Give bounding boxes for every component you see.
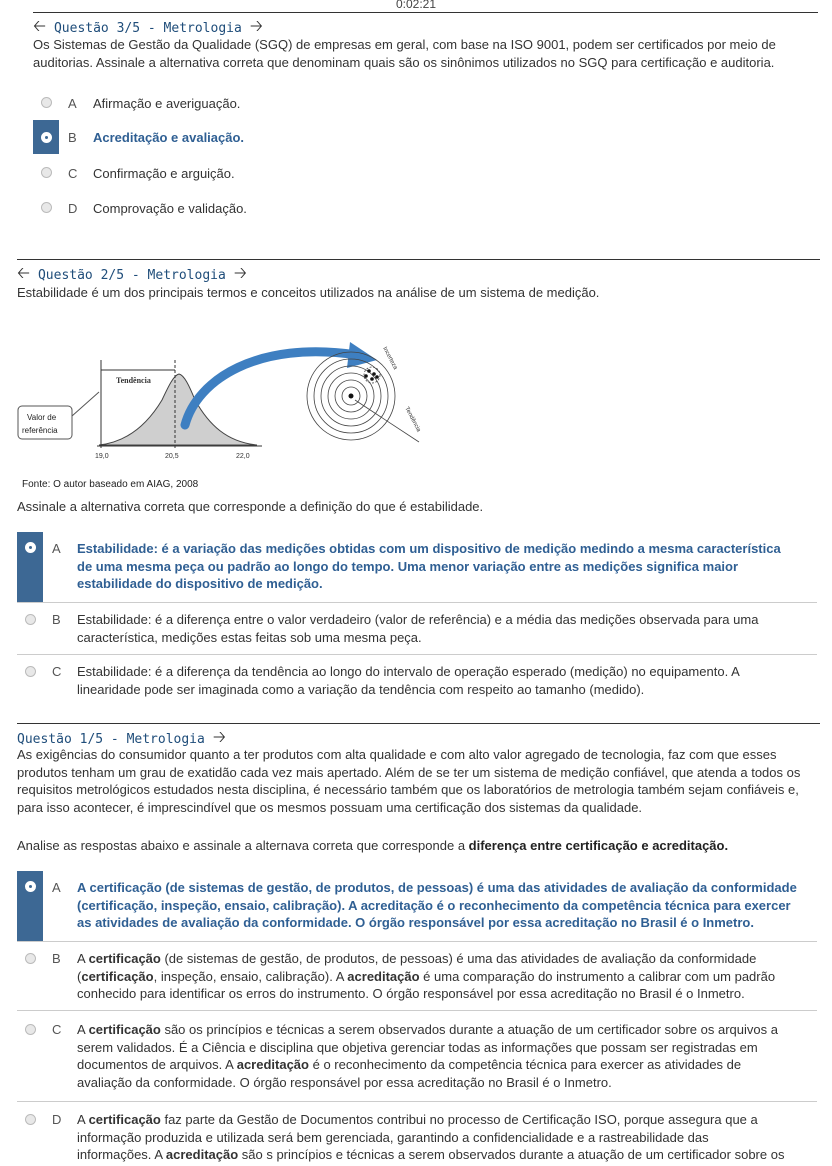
- radio-selected-icon[interactable]: [25, 542, 36, 553]
- q1-divider: [17, 723, 820, 724]
- option-text: [77, 950, 817, 1003]
- arrow-right-icon[interactable]: 🡢: [249, 16, 263, 35]
- q2-divider: [17, 259, 820, 260]
- q1-option-b[interactable]: [17, 950, 817, 1006]
- q3-title: Questão 3/5 - Metrologia: [53, 21, 242, 36]
- ask-emphasis: diferença entre certificação e acreditação.: [468, 838, 729, 853]
- radio-selected-icon[interactable]: [25, 881, 36, 892]
- q3-option-d[interactable]: [33, 199, 813, 219]
- kw: acreditação: [236, 1057, 309, 1072]
- radio-icon[interactable]: [25, 666, 36, 677]
- option-text: [77, 879, 817, 932]
- option-letter: D: [68, 201, 78, 216]
- q2-ask: Assinale a alternativa correta que corresponde a definição do que é estabilidade.: [17, 499, 484, 514]
- fig-tick-1: 19,0: [95, 453, 109, 460]
- radio-icon[interactable]: [25, 1024, 36, 1035]
- ref-pointer: [72, 392, 99, 416]
- kw: certificação: [81, 968, 154, 984]
- q2-option-c[interactable]: [17, 663, 817, 703]
- arrow-left-icon[interactable]: 🡠: [17, 263, 30, 282]
- option-line: conhecido para identificar os erros do instrumento. O órgão responsável por essa acreditação no Brasil é o Inmetro.: [77, 986, 745, 1001]
- option-text: [77, 1021, 817, 1091]
- arrow-head-icon: [347, 342, 377, 368]
- t: , inspeção, ensaio, calibração). A: [153, 968, 348, 984]
- ask-text: Analise as respostas abaixo e assinale a alternava correta que corresponde a: [17, 838, 469, 853]
- timer: 0:02:21: [395, 0, 437, 11]
- radio-icon[interactable]: [41, 97, 52, 108]
- kw: acreditação: [347, 968, 420, 984]
- t: A: [77, 951, 89, 966]
- option-text: Afirmação e averiguação.: [93, 96, 241, 111]
- option-text: [77, 663, 817, 698]
- option-letter: A: [52, 541, 61, 556]
- radio-icon[interactable]: [25, 614, 36, 625]
- context-line: requisitos metrológicos estudados nesta disciplina, é necessário também que os laboratórios de metrologia também sejam confiáveis e,: [17, 782, 799, 797]
- blue-arrow: [185, 352, 357, 425]
- kw: certificação: [88, 1022, 161, 1037]
- t: (: [77, 968, 82, 984]
- option-letter: B: [68, 130, 77, 145]
- t: A: [77, 1112, 89, 1127]
- fig-tick-3: 22,0: [236, 453, 250, 460]
- q2-prompt: Estabilidade é um dos principais termos e conceitos utilizados na análise de um sistema de medição.: [17, 285, 600, 300]
- t: documentos de arquivos. A: [77, 1057, 237, 1072]
- t: são os princípios e técnicas a serem observados durante a atuação de um certificador sobre os arquivos a: [160, 1022, 778, 1037]
- option-line: de uma mesma peça ou padrão ao longo do tempo. Uma menor variação entre as medições significa maior: [77, 558, 739, 574]
- fig-label-referencia: referência: [22, 426, 58, 435]
- top-divider: [33, 12, 818, 13]
- t: é uma comparação do instrumento a calibrar com um padrão: [419, 968, 776, 984]
- option-line: as atividades de avaliação da conformidade. O órgão responsável por essa acreditação no Brasil é o Inmetro.: [77, 915, 754, 930]
- q3-prompt: Os Sistemas de Gestão da Qualidade (SGQ) de empresas em geral, com base na ISO 9001, podem ser certificados por meio de auditorias. Assinale a alternativa correta que denominam quais são os sinônimos utilizados no SGQ para certificação e auditoria.: [33, 37, 776, 70]
- option-line: (certificação, inspeção, ensaio, calibração). A acreditação é o reconhecimento da competência técnica para exercer: [77, 897, 791, 913]
- option-line: característica, medições estas feitas sob uma mesma peça.: [77, 629, 422, 645]
- radio-icon[interactable]: [25, 1114, 36, 1125]
- option-letter: A: [52, 880, 61, 895]
- t: informações. A: [77, 1147, 166, 1162]
- q1-option-c[interactable]: [17, 1021, 817, 1095]
- option-text: Confirmação e arguição.: [93, 166, 235, 181]
- t: faz parte da Gestão de Documentos contribui no processo de Certificação ISO, porque assegura que a: [160, 1112, 758, 1127]
- option-divider: [17, 1101, 817, 1102]
- option-line: estabilidade do dispositivo de medição.: [77, 576, 323, 591]
- fig-label-tendencia-rot: Tendência: [403, 406, 422, 434]
- option-letter: D: [52, 1112, 62, 1127]
- fig-label-incerteza: Incerteza: [381, 346, 399, 371]
- fig-label-valor: Valor de: [27, 413, 57, 422]
- option-divider: [17, 602, 817, 603]
- option-line: serem validados. É a Ciência e disciplina que objetiva gerenciar todas as informações que possam ser registradas em: [77, 1039, 758, 1055]
- kw: certificação: [88, 1112, 161, 1127]
- figure-caption: Fonte: O autor baseado em AIAG, 2008: [22, 479, 199, 490]
- t: são s princípios e técnicas a serem observados durante a atuação de um certificador sobre os: [238, 1147, 785, 1162]
- option-text: [77, 1111, 817, 1164]
- option-text: Comprovação e validação.: [93, 201, 247, 216]
- radio-icon[interactable]: [25, 953, 36, 964]
- t: A: [77, 1022, 89, 1037]
- kw: certificação: [88, 951, 161, 966]
- arrow-right-icon[interactable]: 🡢: [233, 263, 247, 282]
- option-line: Estabilidade: é a diferença entre o valor verdadeiro (valor de referência) e a média das medições observada para uma: [77, 612, 759, 627]
- option-line: A certificação (de sistemas de gestão, de produtos, de pessoas) é uma das atividades de avaliação da conformidade: [77, 880, 797, 895]
- q2-title: Questão 2/5 - Metrologia: [37, 268, 226, 283]
- q1-option-d[interactable]: [17, 1111, 817, 1166]
- radio-icon[interactable]: [41, 202, 52, 213]
- option-letter: A: [68, 96, 77, 111]
- stability-figure: [17, 330, 437, 470]
- option-line: avaliação da conformidade. O órgão responsável por essa acreditação no Brasil é o Inmetro.: [77, 1074, 612, 1090]
- option-text: Acreditação e avaliação.: [93, 130, 245, 145]
- radio-icon[interactable]: [41, 167, 52, 178]
- arrow-left-icon[interactable]: 🡠: [33, 16, 46, 35]
- option-line: linearidade pode ser imaginada como a variação da tendência com respeito ao tamanho (medido).: [77, 681, 645, 697]
- target-center: [349, 394, 354, 399]
- option-letter: B: [52, 612, 61, 627]
- q1-title: Questão 1/5 - Metrologia: [17, 732, 205, 747]
- option-line: informação produzida e utilizada será bem gerenciada, garantindo a confidencialidade e a rastreabilidade das: [77, 1129, 709, 1145]
- option-divider: [17, 654, 817, 655]
- option-letter: C: [52, 664, 62, 679]
- radio-selected-icon[interactable]: [41, 132, 52, 143]
- q1-context: [17, 746, 822, 816]
- context-line: produtos tenham um grau de exatidão cada vez mais apertado. Além de se ter um sistema de medição confiável, que atenda a todos os: [17, 764, 801, 780]
- arrow-right-icon[interactable]: 🡢: [212, 727, 226, 746]
- q3-option-c[interactable]: [33, 164, 813, 184]
- option-text: [77, 611, 817, 646]
- t: é o reconhecimento da competência técnica para exercer as atividades de: [308, 1057, 742, 1072]
- option-line: Estabilidade: é a variação das medições obtidas com um dispositivo de medição medindo a mesma característica: [77, 541, 781, 556]
- kw: acreditação: [165, 1147, 239, 1162]
- cut-gap: [0, 235, 832, 257]
- option-text: [77, 540, 817, 593]
- q1-ask: [17, 837, 822, 855]
- option-letter: C: [52, 1022, 62, 1037]
- q3-option-a[interactable]: [33, 94, 813, 114]
- q2-option-a[interactable]: [17, 532, 817, 602]
- q2-option-b[interactable]: [17, 611, 817, 651]
- q1-option-a[interactable]: [17, 871, 817, 941]
- context-line: As exigências do consumidor quanto a ter produtos com alta qualidade e com alto valor agregado de tecnologia, faz com que esses: [17, 747, 777, 762]
- option-divider: [17, 941, 817, 942]
- option-letter: C: [68, 166, 78, 181]
- fig-tick-2: 20,5: [165, 453, 179, 460]
- q3-option-b[interactable]: [33, 120, 813, 154]
- context-line: para isso acontecer, é imprescindível que os mesmos possuam uma certificação dos sistemas da qualidade.: [17, 799, 643, 815]
- t: (de sistemas de gestão, de produtos, de pessoas) é uma das atividades de avaliação da conformidade: [160, 951, 757, 966]
- option-line: Estabilidade: é a diferença da tendência ao longo do intervalo de operação esperado (medição) no equipamento. A: [77, 664, 740, 679]
- option-divider: [17, 1010, 817, 1011]
- option-letter: B: [52, 951, 61, 966]
- fig-label-tendencia: Tendência: [116, 376, 151, 385]
